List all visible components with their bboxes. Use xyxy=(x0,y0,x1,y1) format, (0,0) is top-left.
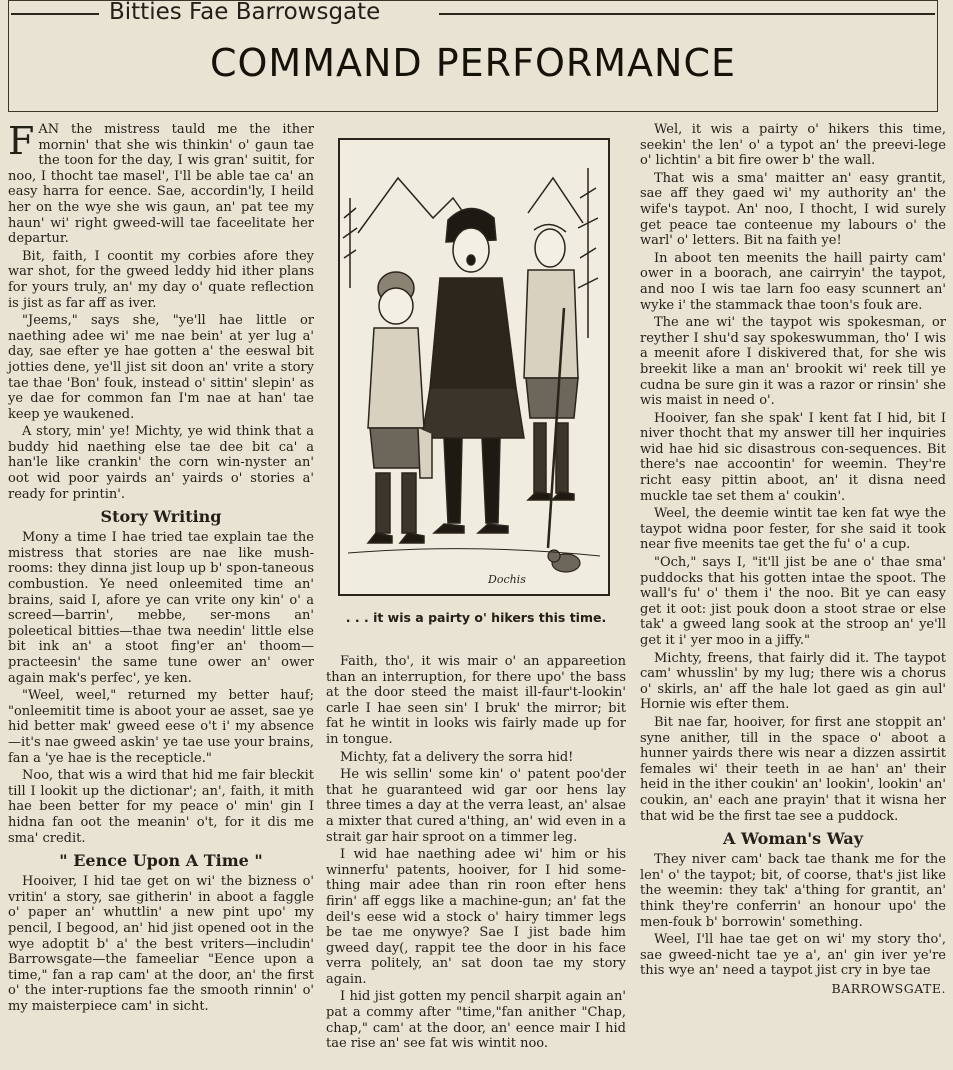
paragraph: I wid hae naething adee wi' him or his winnerfu' patents, hooiver, for I hid some-thing mair adee than rin roon efter hens firin' aff eggs like a machine-gun; an' fat the deil's eese wid a stock o' hairy timmer legs be tae me onywye? Sae I jist bade him gweed day(, rappit tee the door in his face verra politely, an' sat doon tae my story again. xyxy=(326,847,626,987)
paragraph: FAN the mistress tauld me the ither mornin' that she wis thinkin' o' gaun tae the toon for the day, I wis gran' suitit, for noo, I thocht tae masel', I'll be able tae ca' an easy harra for eence. Sae, accordin'ly, I heild her on the wye she wis gaun, an' pat tee my haun' wi' right gweed-will tae faceelitate her departur. xyxy=(8,119,314,247)
cartoon-illustration xyxy=(338,138,610,596)
paragraph: Faith, tho', it wis mair o' an appareetion than an interruption, for there upo' the bass at the door steed the maist ill-faur't-lookin' carle I hae seen sin' I bruk' the mirror; bit fat he wintit in looks wis fairly made up for in tongue. xyxy=(326,654,626,747)
paragraph: They niver cam' back tae thank me for the len' o' the taypot; bit, of coorse, that's jist like the weemin: they tak' a'thing for grantit, an' think they're conferrin' an honour upo' the men-fouk b' borrowin' something. xyxy=(640,852,946,930)
paragraph: Hooiver, I hid tae get on wi' the bizness o' vritin' a story, sae githerin' in aboot a faggle o' paper an' whuttlin' a new pint upo' my pencil, I begood, an' hid jist opened oot in the wye adoptit b' a' the best vriters—includin' Barrowsgate—the fameeliar "Eence upon a time," fan a rap cam' at the door, an' the first o' the inter-ruptions fae the smooth rinnin' o' my maisterpiece cam' in sicht. xyxy=(8,874,314,1014)
paragraph: Noo, that wis a wird that hid me fair bleckit till I lookit up the dictionar'; an', faith, it mith hae been better for my peace o' min' gin I hidna fan oot the meanin' o't, for it dis me sma' credit. xyxy=(8,768,314,846)
masthead xyxy=(8,0,938,112)
paragraph: That wis a sma' maitter an' easy grantit, sae aff they gaed wi' my authority an' the wife's taypot. An' noo, I thocht, I wid surely get peace tae conteenue my labours o' the warl' o' letters. Bit na faith ye! xyxy=(640,170,946,249)
paragraph: He wis sellin' some kin' o' patent poo'der that he guaranteed wid gar oor hens lay three times a day at the verra least, an' alsae a mixter that cured a'thing, an' wid even in a strait gar hair sproot on a timmer leg. xyxy=(326,767,626,845)
kicker-line xyxy=(9,1,937,27)
headline: COMMAND PERFORMANCE xyxy=(209,41,737,85)
column-3 xyxy=(640,122,946,996)
paragraph: In aboot ten meenits the haill pairty cam' ower in a boorach, ane cairryin' the taypot, and noo I wis tae larn foo easy scunnert an' wyke i' the stammack thae toon's fouk are. xyxy=(640,250,946,313)
paragraph: "Jeems," says she, "ye'll hae little or naething adee wi' me nae bein' at yer lug a' day, sae efter ye hae gotten a' the eeswal bit jotties dene, ye'll jist sit doon an' vrite a story tae thae 'Bon' fouk, instead o' sittin' slepin' as ye dae for common fan I'm nae at han' tae keep ye waukened. xyxy=(8,313,314,422)
drop-cap: F xyxy=(8,119,35,163)
paragraph: Mony a time I hae tried tae explain tae the mistress that stories are nae like mush-rooms: they dinna jist loup up b' spon-taneous combustion. Ye need onleemited time an' brains, said I, afore ye can vrite ony kin' o' a screed—barrin', mebbe, ser-mons an' poleetical bitties—thae twa needin' little else bit ink an' a stoot fing'er an' thoom—practeesin' the same tune ower an' ower again mak's perfec', ye ken. xyxy=(8,530,314,686)
paragraph: A story, min' ye! Michty, ye wid think that a buddy hid naething else tae dee bit ca' a han'le like crankin' the corn win-nyster an' oot wid poor yairds an' yairds o' stories a' ready for printin'. xyxy=(8,424,314,502)
paragraph: I hid jist gotten my pencil sharpit again an' pat a commy after "time,"fan anither "Chap, chap," cam' at the door, an' eence mair I hid tae rise an' see fat wis wintit noo. xyxy=(326,989,626,1052)
paragraph: Michty, fat a delivery the sorra hid! xyxy=(340,749,574,765)
column-kicker: Bitties Fae Barrowsgate xyxy=(109,0,381,25)
paragraph: Bit nae far, hooiver, for first ane stoppit an' syne anither, till in the space o' aboot a hunner yairds there wis near a dizzen assirtit females wi' their teeth in ae han' an' their heid in the ither coukin' an' lookin', lookin' an' coukin, an' each ane prayin' that it wisna her that wid be the first tae see a puddock. xyxy=(640,714,946,824)
kicker-rule-left xyxy=(11,13,99,15)
subheading-eence-upon-a-time: " Eence Upon A Time " xyxy=(59,851,263,871)
paragraph: Hooiver, fan she spak' I kent fat I hid, bit I niver thocht that my answer till her inquiries wid hae hid sic disastrous con-sequences. Bit there's nae accoontin' for weemin. They're richt easy pittin aboot, an' it disna need muckle tae set them a' coukin'. xyxy=(640,410,946,504)
paragraph: Bit, faith, I coontit my corbies afore they war shot, for the gweed leddy hid ither plans for yours truly, an' my day o' quate reflection is jist as far aff as iver. xyxy=(8,248,314,311)
paragraph: "Weel, weel," returned my better hauf; "onleemitit time is aboot your ae asset, sae ye hid better mak' gweed eese o't i' my absence—it's nae gweed askin' ye tae use your brains, fan a 'ye hae is the recepticle." xyxy=(8,688,314,766)
column-1 xyxy=(8,119,314,1016)
kicker-rule-right xyxy=(439,13,935,15)
hiker-right xyxy=(524,224,578,548)
illustration-caption: . . . it wis a pairty o' hikers this time. xyxy=(345,610,607,625)
paragraph: Weel, the deemie wintit tae ken fat wye the taypot widna poor fester, for she said it took near five meenits tae get the fu' o' a cup. xyxy=(640,506,946,553)
paragraph: Weel, I'll hae tae get on wi' my story tho', sae gweed-nicht tae ye a', an' gin iver ye're this wye an' need a taypot jist cry in bye tae xyxy=(640,932,946,979)
column-2-body xyxy=(326,654,626,1054)
author-signature: BARROWSGATE. xyxy=(831,980,946,996)
paragraph: The ane wi' the taypot wis spokesman, or reyther I shu'd say spokeswumman, tho' I wis a meenit afore I diskivered that, for she wis breekit like a man an' brookit wi' reek till ye cudna be sure gin it was a razor or rinsin' she wis maist in need o'. xyxy=(640,315,946,409)
artist-signature: Dochis xyxy=(488,573,526,586)
paragraph: "Och," says I, "it'll jist be ane o' thae sma' puddocks that his gotten intae the spoot. The wall's fu' o' them i' the noo. Bit ye can easy get it oot: jist pouk doon a stoot strae or else tak' a gweed lang sook at the stroop an' ye'll get it i' yer moo in a jiffy." xyxy=(640,555,946,648)
paragraph: Michty, freens, that fairly did it. The taypot cam' whusslin' by my lug; there wis a chorus o' skirls, an' aff the hale lot gaed as gin aul' Hornie wis efter them. xyxy=(640,650,946,713)
paragraph: Wel, it wis a pairty o' hikers this time, seekin' the len' o' a typot an' the preevi-lege o' lichtin' a bit fire ower b' the wall. xyxy=(640,122,946,169)
subheading-story-writing: Story Writing xyxy=(100,507,222,527)
subheading-a-womans-way: A Woman's Way xyxy=(723,829,863,849)
